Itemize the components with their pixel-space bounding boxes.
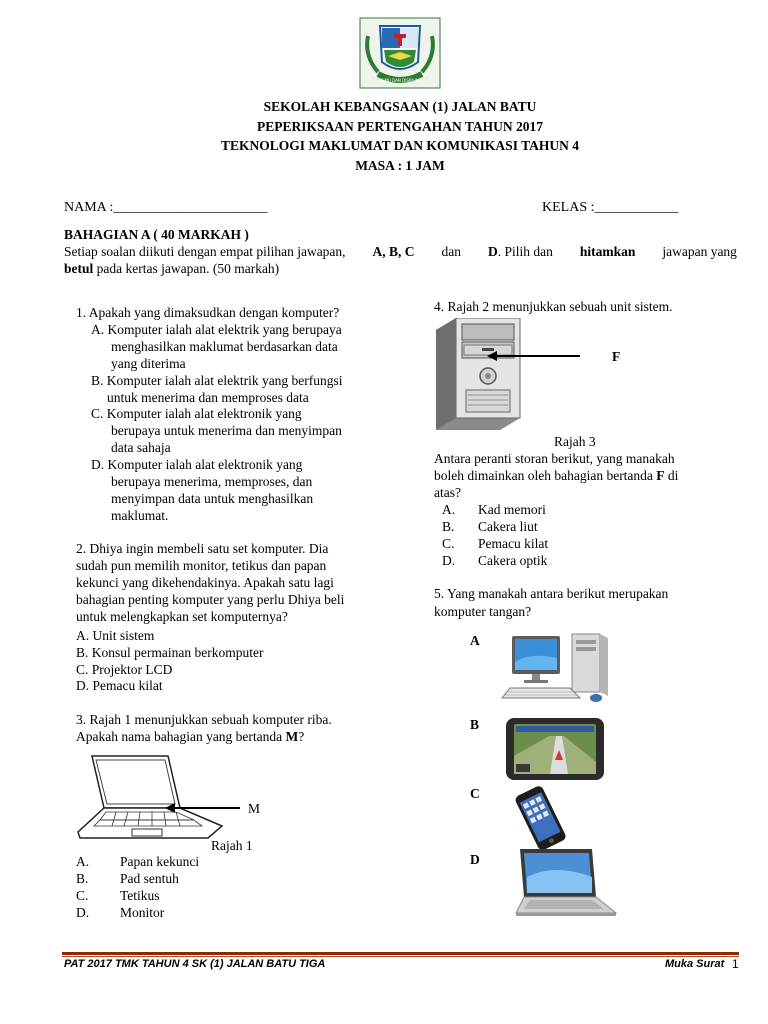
q3-option-b — [76, 870, 179, 887]
desktop-computer-image — [500, 632, 628, 706]
q5-label-d: D — [470, 852, 480, 867]
section-title: BAHAGIAN A ( 40 MARKAH ) — [64, 227, 249, 242]
opt-text: Cakera optik — [478, 553, 548, 568]
opt-letter: C. — [442, 536, 455, 551]
q3-stem-2 — [76, 728, 304, 745]
q1-option-c-line2: berupaya untuk menerima dan menyimpan — [111, 423, 342, 438]
footer-rule-thin — [62, 956, 739, 957]
footer-page-number: 1 — [732, 957, 739, 971]
q4-question-f: F — [656, 468, 665, 483]
q1-stem: 1. Apakah yang dimaksudkan dengan komputer? — [76, 305, 340, 320]
instructions-line-2 — [64, 260, 279, 277]
laptop-illustration — [76, 752, 226, 842]
opt-text: Cakera liut — [478, 519, 538, 534]
instr-betul: betul — [64, 261, 94, 276]
opt-letter: A. — [442, 502, 456, 517]
q1-option-d: D. Komputer ialah alat elektronik yang — [91, 457, 303, 472]
q2-option-c: C. Projektor LCD — [76, 662, 173, 677]
q1-option-c: C. Komputer ialah alat elektronik yang — [91, 406, 302, 421]
q4-question-2 — [434, 467, 678, 484]
q3-stem-1: 3. Rajah 1 menunjukkan sebuah komputer riba. — [76, 712, 332, 727]
q4-caption: Rajah 3 — [554, 434, 596, 449]
opt-text: Kad memori — [478, 502, 546, 517]
gps-device-image — [504, 716, 606, 782]
opt-text: Pemacu kilat — [478, 536, 549, 551]
instr-jawapan: jawapan yang — [662, 244, 737, 259]
opt-text: Monitor — [120, 905, 165, 920]
opt-text: Pad sentuh — [120, 871, 179, 886]
opt-letter: D. — [442, 553, 456, 568]
exam-duration: MASA : 1 JAM — [355, 158, 445, 173]
q2-stem-5: untuk melengkapkan set komputernya? — [76, 609, 288, 624]
instr-d: D — [487, 244, 498, 259]
opt-letter: B. — [442, 519, 455, 534]
footer-rule — [62, 952, 739, 955]
q1-option-b: B. Komputer ialah alat elektrik yang berfungsi — [91, 373, 343, 388]
q1-option-b-line2: untuk menerima dan memproses data — [107, 390, 309, 405]
q1-option-c-line3: data sahaja — [111, 440, 171, 455]
instr-abc: A, B, C — [372, 244, 415, 259]
q4-option-d — [442, 552, 547, 569]
q4-question-di: di — [667, 468, 679, 483]
opt-text: Papan kekunci — [120, 854, 200, 869]
q3-arrow — [164, 801, 242, 815]
q4-question-3: atas? — [434, 485, 461, 500]
q3-caption: Rajah 1 — [211, 838, 253, 853]
instr-rest: pada kertas jawapan. (50 markah) — [96, 261, 280, 276]
instructions-line-1 — [64, 243, 737, 260]
instr-dan: dan — [441, 244, 462, 259]
footer-page-label: Muka Surat — [665, 958, 725, 970]
q4-stem: 4. Rajah 2 menunjukkan sebuah unit sistem. — [434, 299, 673, 314]
laptop-image — [510, 847, 620, 919]
q2-option-d: D. Pemacu kilat — [76, 678, 163, 693]
logo-motto: ILMU DAN DISIPLIN — [381, 78, 419, 83]
exam-title: PEPERIKSAAN PERTENGAHAN TAHUN 2017 — [257, 119, 543, 134]
opt-letter: B. — [76, 871, 89, 886]
q2-stem-1: 2. Dhiya ingin membeli satu set komputer. Dia — [76, 541, 329, 556]
q3-option-a — [76, 853, 199, 870]
q1-option-d-line2: berupaya menerima, memproses, dan — [111, 474, 313, 489]
smartphone-image — [512, 786, 570, 852]
q4-option-c — [442, 535, 548, 552]
q3-stem-q: ? — [298, 729, 305, 744]
class-field[interactable]: KELAS :____________ — [542, 200, 679, 215]
school-name: SEKOLAH KEBANGSAAN (1) JALAN BATU — [263, 99, 537, 114]
school-logo — [358, 16, 442, 90]
opt-letter: D. — [76, 905, 90, 920]
q4-question-text: boleh dimainkan oleh bahagian bertanda — [434, 468, 653, 483]
q1-option-a-line3: yang diterima — [111, 356, 186, 371]
q1-option-a-line2: menghasilkan maklumat berdasarkan data — [111, 339, 338, 354]
q4-question-1: Antara peranti storan berikut, yang manakah — [434, 451, 675, 466]
q3-stem-text: Apakah nama bahagian yang bertanda — [76, 729, 283, 744]
opt-text: Tetikus — [120, 888, 160, 903]
instr-text: Setiap soalan diikuti dengan empat pilihan jawapan, — [64, 244, 346, 259]
instr-hitamkan: hitamkan — [579, 244, 636, 259]
q1-option-d-line3: menyimpan data untuk menghasilkan — [111, 491, 314, 506]
name-field[interactable]: NAMA :______________________ — [64, 200, 268, 215]
instr-pilih: . Pilih dan — [497, 244, 553, 259]
q3-option-d — [76, 904, 164, 921]
q2-option-b: B. Konsul permainan berkomputer — [76, 645, 264, 660]
q2-option-a: A. Unit sistem — [76, 628, 155, 643]
subject-title: TEKNOLOGI MAKLUMAT DAN KOMUNIKASI TAHUN 4 — [221, 138, 579, 153]
q2-stem-2: sudah pun memilih monitor, tetikus dan papan — [76, 558, 327, 573]
q4-arrow — [486, 349, 582, 363]
q2-stem-3: kekunci yang dikehendakinya. Apakah satu lagi — [76, 575, 334, 590]
q5-stem-2: komputer tangan? — [434, 604, 532, 619]
q4-option-b — [442, 518, 538, 535]
q3-stem-m: M — [285, 729, 299, 744]
q1-option-a: A. Komputer ialah alat elektrik yang berupaya — [91, 322, 342, 337]
q5-stem-1: 5. Yang manakah antara berikut merupakan — [434, 586, 669, 601]
footer-title: PAT 2017 TMK TAHUN 4 SK (1) JALAN BATU TIGA — [64, 958, 326, 970]
q4-label-f: F — [612, 349, 621, 364]
opt-letter: A. — [76, 854, 90, 869]
q5-label-c: C — [470, 786, 480, 801]
q1-option-d-line4: maklumat. — [111, 508, 169, 523]
q4-option-a — [442, 501, 546, 518]
opt-letter: C. — [76, 888, 89, 903]
q3-label-m: M — [248, 801, 261, 816]
q5-label-a: A — [470, 633, 480, 648]
system-unit-illustration — [436, 318, 522, 430]
q3-option-c — [76, 887, 160, 904]
q5-label-b: B — [470, 717, 480, 732]
q2-stem-4: bahagian penting komputer yang perlu Dhiya beli — [76, 592, 345, 607]
